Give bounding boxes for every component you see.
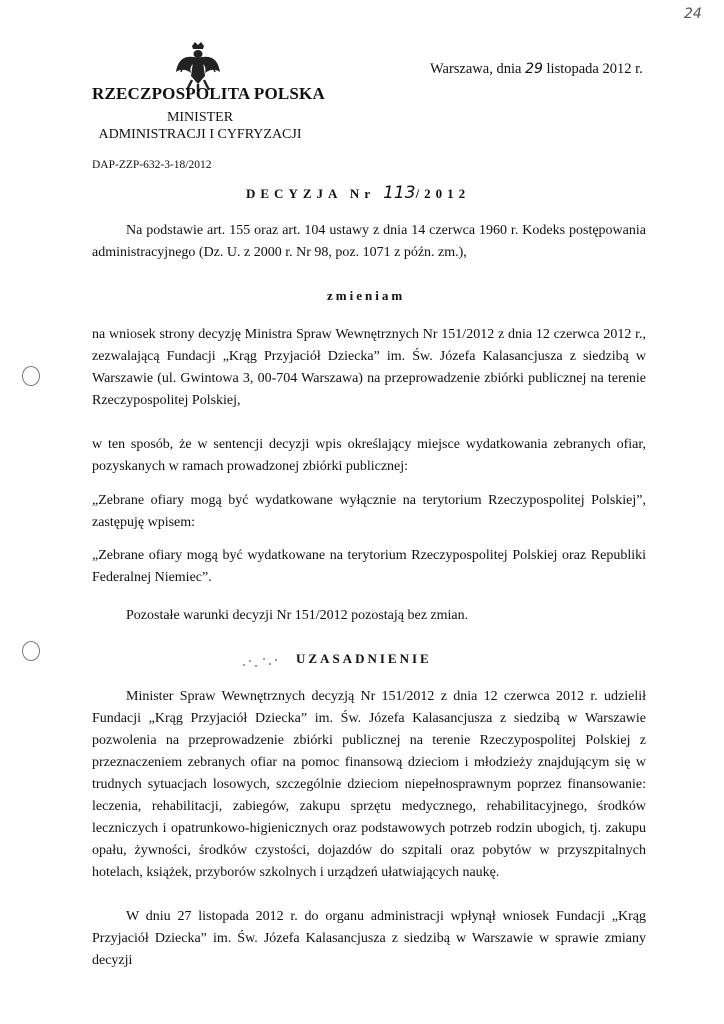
heading-justification: UZASADNIENIE	[296, 651, 432, 666]
quote-new-entry: „Zebrane ofiary mogą być wydatkowane na terytorium Rzeczypospolitej Polskiej oraz Republiki Federalnej Niemiec”.	[92, 548, 646, 585]
handwritten-day: 29	[525, 61, 543, 77]
ministry-name: MINISTER ADMINISTRACJI I CYFRYZACJI	[98, 110, 302, 142]
paragraph-request: na wniosek strony decyzję Ministra Spraw Wewnętrznych Nr 151/2012 z dnia 12 czerwca 2012 r., zezwalającą Fundacji „Krąg Przyjaciół Dziecka” im. Św. Józefa Kalasancjusza z siedzibą w Warszawie (ul. Gwintowa 3, 00-704 Warszawa) na przeprowadzenie zbiórki publicznej na terenie Rzeczypospolitej Polskiej,	[92, 327, 646, 408]
punch-hole-icon	[22, 366, 40, 386]
heading-change: zmieniam	[327, 288, 406, 303]
handwritten-decision-number: 113	[383, 183, 416, 203]
stamp-dots-icon	[240, 655, 280, 669]
place-and-date: Warszawa, dnia 29 listopada 2012 r.	[430, 61, 643, 77]
justification-paragraph-2: W dniu 27 listopada 2012 r. do organu administracji wpłynął wniosek Fundacji „Krąg Przyjaciół Dziecka” im. Św. Józefa Kalasancjusza z siedzibą w Warszawie w sprawie zmiany decyzji	[92, 909, 646, 968]
quote-old-entry: „Zebrane ofiary mogą być wydatkowane wyłącznie na terytorium Rzeczypospolitej Polskiej”, zastępuję wpisem:	[92, 493, 646, 530]
decision-title: DECYZJA Nr 113/2012	[246, 183, 471, 203]
legal-basis: Na podstawie art. 155 oraz art. 104 ustawy z dnia 14 czerwca 1960 r. Kodeks postępowania administracyjnego (Dz. U. z 2000 r. Nr 98, poz. 1071 z późn. zm.),	[92, 223, 646, 260]
remaining-conditions: Pozostałe warunki decyzji Nr 151/2012 pozostają bez zmian.	[126, 608, 469, 623]
page-number: 24	[684, 6, 702, 22]
justification-paragraph-1: Minister Spraw Wewnętrznych decyzją Nr 151/2012 z dnia 12 czerwca 2012 r. udzielił Fundacji „Krąg Przyjaciół Dziecka” im. Św. Józefa Kalasancjusza z siedzibą w Warszawie pozwolenia na przeprowadzenie zbiórki publicznej na terenie Rzeczypospolitej Polskiej z przeznaczeniem zebranych ofiar na pomoc finansową dzieciom i młodzieży znajdującym się w trudnych sytuacjach losowych, szczególnie dzieciom niepełnosprawnym poprzez finansowanie: leczenia, rehabilitacji, zabiegów, zakupu sprzętu medycznego, rehabilitacyjnego, środków leczniczych i opatrunkowo-higienicznych oraz podstawowych potrzeb rodzin ubogich, tj. zakupu opału, żywności, środków czystości, dojazdów do szpitali oraz pobytów w przyszpitalnych hotelach, książek, przyborów szkolnych i urządzeń ułatwiających naukę.	[92, 689, 646, 880]
punch-hole-icon	[22, 641, 40, 661]
reference-number: DAP-ZZP-632-3-18/2012	[92, 159, 212, 171]
country-name: RZECZPOSPOLITA POLSKA	[92, 84, 325, 103]
paragraph-method: w ten sposób, że w sentencji decyzji wpis określający miejsce wydatkowania zebranych ofiar, pozyskanych w ramach prowadzonej zbiórki publicznej:	[92, 437, 646, 474]
